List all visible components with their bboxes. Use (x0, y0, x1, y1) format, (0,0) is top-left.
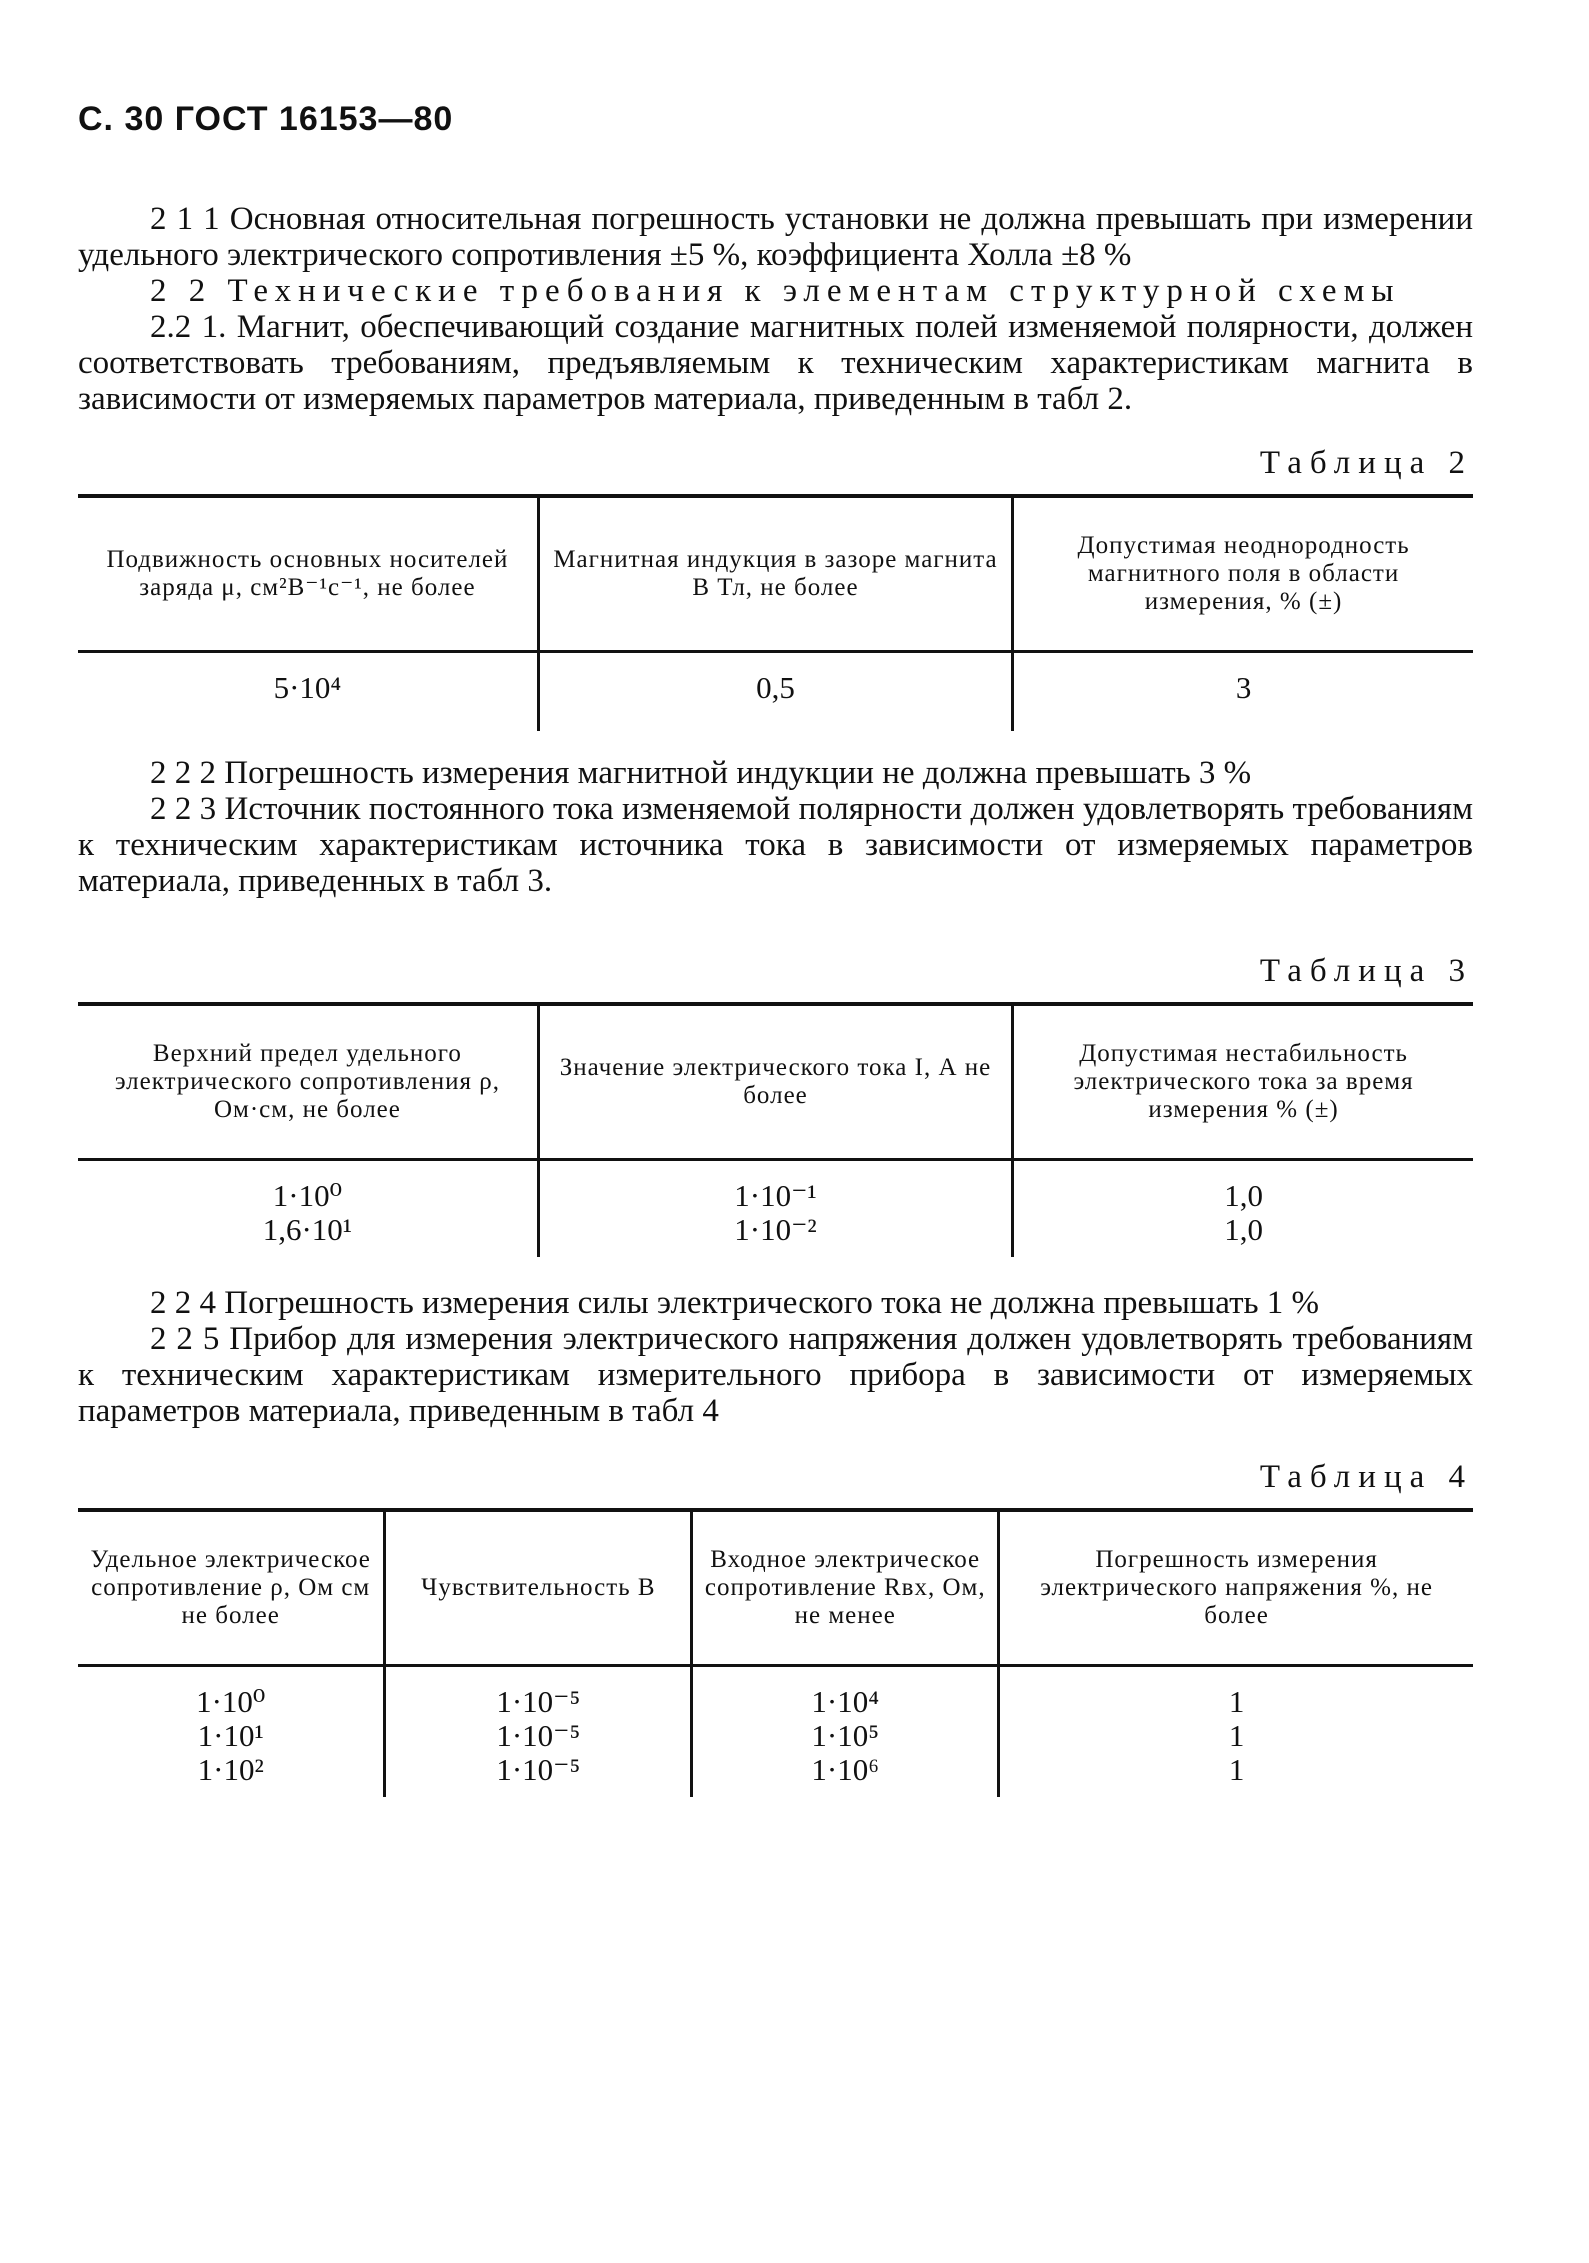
table-cell: 1,0 (1224, 1212, 1263, 1247)
table-cell: 1 (1228, 1718, 1245, 1753)
table-2-caption: Таблица 2 (1259, 445, 1473, 481)
table-4-col-voltage-error (999, 1666, 1473, 1798)
table-cell: 1·10⁰ (196, 1684, 266, 1719)
table-row (78, 652, 1473, 732)
table-cell: 1·10⁻⁵ (496, 1718, 581, 1753)
table-4-header-resistivity: Удельное электрическое сопротивление ρ, Ом см не более (78, 1510, 385, 1666)
table-cell: 1,6·10¹ (262, 1212, 353, 1247)
table-3-header-instability: Допустимая нестабильность электрического тока за время измерения % (±) (1013, 1004, 1473, 1160)
table-2-header-induction: Магнитная индукция в зазоре магнита В Тл, не более (538, 496, 1012, 652)
document-page (78, 100, 1473, 1797)
table-cell: 1·10⁶ (811, 1752, 880, 1787)
table-row (78, 1160, 1473, 1258)
table-4-col-input-resistance (692, 1666, 999, 1798)
paragraph-2-2-2: 2 2 2 Погрешность измерения магнитной индукции не должна превышать 3 % (150, 755, 1252, 791)
table-2 (78, 494, 1473, 731)
table-cell: 1,0 (1224, 1178, 1263, 1213)
table-cell: 1 (1228, 1752, 1245, 1787)
table-header-row (78, 496, 1473, 652)
table-cell: 1 (1228, 1684, 1245, 1719)
table-2-header-mobility: Подвижность основных носителей заряда μ, см²В⁻¹с⁻¹, не более (78, 496, 538, 652)
table-3-col-current (538, 1160, 1012, 1258)
table-cell: 1·10⁴ (811, 1684, 880, 1719)
table-row (78, 1666, 1473, 1798)
table-2-header-nonuniformity: Допустимая неоднородность магнитного поля в области измерения, % (±) (1013, 496, 1473, 652)
table-4 (78, 1508, 1473, 1797)
table-4-header-input-resistance: Входное электрическое сопротивление Rвх, Ом, не менее (692, 1510, 999, 1666)
table-cell: 1·10² (197, 1752, 264, 1787)
table-4-col-sensitivity (385, 1666, 692, 1798)
table-4-col-resistivity (78, 1666, 385, 1798)
table-cell: 1·10⁻⁵ (496, 1752, 581, 1787)
table-cell: 1·10⁵ (811, 1718, 880, 1753)
table-4-caption: Таблица 4 (1259, 1459, 1473, 1495)
table-3-caption: Таблица 3 (1259, 953, 1473, 989)
table-2-cell-induction: 0,5 (538, 652, 1012, 732)
page-header: С. 30 ГОСТ 16153—80 (78, 100, 454, 138)
table-3-header-resistivity: Верхний предел удельного электрического сопротивления ρ, Ом·см, не более (78, 1004, 538, 1160)
table-3-header-current: Значение электрического тока I, А не более (538, 1004, 1012, 1160)
table-cell: 1·10⁰ (272, 1178, 343, 1213)
paragraph-2-2-5: 2 2 5 Прибор для измерения электрического напряжения должен удовлетворять требованиям к техническим характеристикам измерительного прибора в зависимости от измеряемых параметров материала, приведенным в табл 4 (78, 1321, 1473, 1429)
paragraph-2-2-4: 2 2 4 Погрешность измерения силы электрического тока не должна превышать 1 % (150, 1285, 1320, 1321)
table-4-header-sensitivity: Чувствительность В (385, 1510, 692, 1666)
paragraph-2-2: 2 2 Технические требования к элементам структурной схемы (150, 273, 1401, 309)
table-3-col-resistivity (78, 1160, 538, 1258)
table-header-row (78, 1004, 1473, 1160)
table-cell: 1·10⁻² (734, 1212, 817, 1247)
paragraph-2-1-1: 2 1 1 Основная относительная погрешность установки не должна превышать при измерении удельного электрического сопротивления ±5 %, коэффициента Холла ±8 % (78, 201, 1473, 273)
table-cell: 1·10⁻¹ (734, 1178, 817, 1213)
table-cell: 1·10⁻⁵ (496, 1684, 581, 1719)
paragraph-2-2-3: 2 2 3 Источник постоянного тока изменяемой полярности должен удовлетворять требованиям к техническим характеристикам источника тока в зависимости от измеряемых параметров материала, приведенных в табл 3. (78, 791, 1473, 899)
table-3-col-instability (1013, 1160, 1473, 1258)
table-2-cell-nonuniformity: 3 (1013, 652, 1473, 732)
table-4-header-voltage-error: Погрешность измерения электрического напряжения %, не более (999, 1510, 1473, 1666)
table-3 (78, 1002, 1473, 1257)
table-cell: 1·10¹ (197, 1718, 264, 1753)
table-header-row (78, 1510, 1473, 1666)
table-2-cell-mobility: 5·10⁴ (273, 670, 342, 705)
paragraph-2-2-1: 2.2 1. Магнит, обеспечивающий создание магнитных полей изменяемой полярности, должен соответствовать требованиям, предъявляемым к техническим характеристикам магнита в зависимости от измеряемых параметров материала, приведенным в табл 2. (78, 309, 1473, 417)
